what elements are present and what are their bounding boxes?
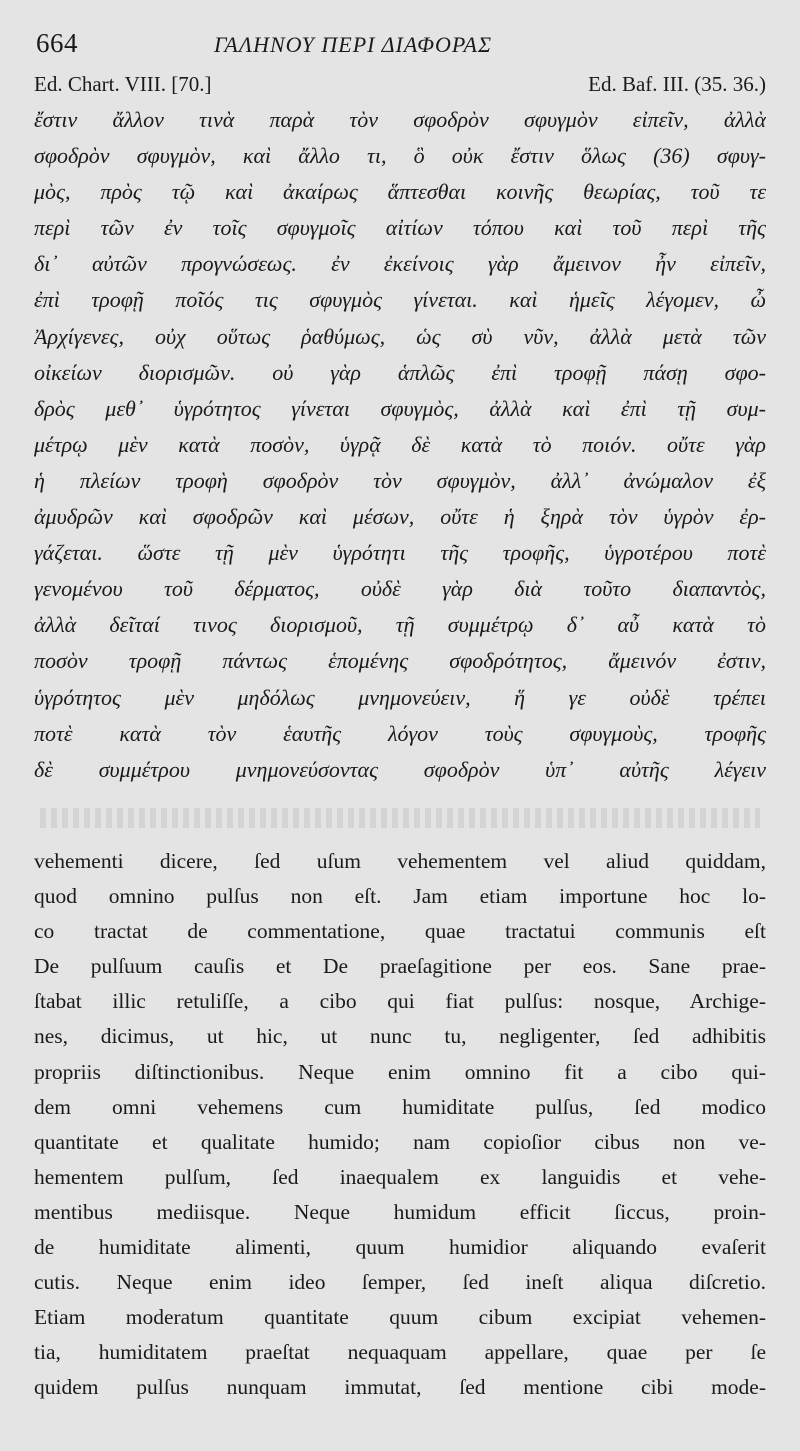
latin-line: co tractat de commentatione, quae tractatui communis eſt: [34, 919, 766, 944]
greek-line: Ἀρχίγενες, οὐχ οὕτως ῥαθύμως, ὡς σὺ νῦν, ἀλλὰ μετὰ τῶν: [34, 323, 766, 349]
latin-line: quod omnino pulſus non eſt. Jam etiam importune hoc lo-: [34, 884, 766, 909]
latin-line: quidem pulſus nunquam immutat, ſed mentione cibi mode-: [34, 1375, 766, 1400]
greek-line: δι᾽ αὐτῶν προγνώσεως. ἐν ἐκείνοις γὰρ ἄμεινον ἦν εἰπεῖν,: [34, 251, 766, 277]
greek-line: γενομένου τοῦ δέρματος, οὐδὲ γὰρ διὰ τοῦτο διαπαντὸς,: [34, 576, 766, 602]
greek-line: δρὸς μεθ᾽ ὑγρότητος γίνεται σφυγμὸς, ἀλλὰ καὶ ἐπὶ τῇ συμ-: [34, 395, 766, 421]
latin-line: De pulſuum cauſis et De praeſagitione per eos. Sane prae-: [34, 954, 766, 979]
latin-line: mentibus mediisque. Neque humidum efficit ſiccus, proin-: [34, 1199, 766, 1224]
greek-text-block: [34, 102, 766, 788]
latin-line: cutis. Neque enim ideo ſemper, ſed ineſt aliqua diſcretio.: [34, 1270, 766, 1295]
latin-line: hementem pulſum, ſed inaequalem ex languidis et vehe-: [34, 1164, 766, 1189]
latin-line: tia, humiditatem praeſtat nequaquam appellare, quae per ſe: [34, 1340, 766, 1365]
latin-line: de humiditate alimenti, quum humidior aliquando evaſerit: [34, 1235, 766, 1260]
greek-line: γάζεται. ὥστε τῇ μὲν ὑγρότητι τῆς τροφῆς, ὑγροτέρου ποτὲ: [34, 540, 766, 566]
latin-line: dem omni vehemens cum humiditate pulſus, ſed modico: [34, 1094, 766, 1119]
greek-line: ἡ πλείων τροφὴ σφοδρὸν τὸν σφυγμὸν, ἀλλ᾽ ἀνώμαλον ἐξ: [34, 467, 766, 493]
edition-reference-left: Ed. Chart. VIII. [70.]: [34, 72, 212, 96]
greek-line: ἀλλὰ δεῖταί τινος διορισμοῦ, τῇ συμμέτρῳ δ᾽ αὖ κατὰ τὸ: [34, 612, 766, 638]
greek-line: ἔστιν ἄλλον τινὰ παρὰ τὸν σφοδρὸν σφυγμὸν εἰπεῖν, ἀλλὰ: [34, 107, 766, 132]
latin-line: ſtabat illic retuliſſe, a cibo qui fiat pulſus: nosque, Archige-: [34, 989, 766, 1014]
latin-line: vehementi dicere, ſed uſum vehementem vel aliud quiddam,: [34, 849, 766, 873]
edition-reference-right: Ed. Baf. III. (35. 36.): [588, 72, 766, 96]
greek-line: μὸς, πρὸς τῷ καὶ ἀκαίρως ἅπτεσθαι κοινῆς θεωρίας, τοῦ τε: [34, 179, 766, 205]
latin-line: nes, dicimus, ut hic, ut nunc tu, negligenter, ſed adhibitis: [34, 1024, 766, 1049]
show-through-ink: [40, 808, 760, 828]
edition-references: [34, 72, 766, 100]
latin-line: quantitate et qualitate humido; nam copioſior cibus non ve-: [34, 1129, 766, 1154]
running-title: ΓΑΛΗΝΟΥ ΠΕΡΙ ΔΙΑΦΟΡΑΣ: [214, 32, 493, 57]
latin-line: Etiam moderatum quantitate quum cibum excipiat vehemen-: [34, 1305, 766, 1330]
page-header: [34, 28, 766, 64]
page-number: 664: [36, 28, 78, 58]
greek-line: περὶ τῶν ἐν τοῖς σφυγμοῖς αἰτίων τόπου καὶ τοῦ περὶ τῆς: [34, 215, 766, 241]
greek-line: σφοδρὸν σφυγμὸν, καὶ ἄλλο τι, ὃ οὐκ ἔστιν ὅλως (36) σφυγ-: [34, 143, 766, 169]
greek-line: ποτὲ κατὰ τὸν ἑαυτῆς λόγον τοὺς σφυγμοὺς, τροφῆς: [34, 720, 766, 746]
latin-text-block: [34, 844, 766, 1406]
greek-line: δὲ συμμέτρου μνημονεύσοντας σφοδρὸν ὑπ᾽ αὐτῆς λέγειν: [34, 756, 766, 782]
greek-line: ὑγρότητος μὲν μηδόλως μνημονεύειν, ἥ γε οὐδὲ τρέπει: [34, 684, 766, 710]
greek-line: μέτρῳ μὲν κατὰ ποσὸν, ὑγρᾷ δὲ κατὰ τὸ ποιόν. οὔτε γὰρ: [34, 431, 766, 457]
greek-line: ποσὸν τροφῇ πάντως ἑπομένης σφοδρότητος, ἄμεινόν ἐστιν,: [34, 648, 766, 674]
greek-line: ἐπὶ τροφῇ ποῖός τις σφυγμὸς γίνεται. καὶ ἡμεῖς λέγομεν, ὦ: [34, 287, 766, 313]
greek-line: ἀμυδρῶν καὶ σφοδρῶν καὶ μέσων, οὔτε ἡ ξηρὰ τὸν ὑγρὸν ἐρ-: [34, 504, 766, 530]
latin-line: propriis diſtinctionibus. Neque enim omnino fit a cibo qui-: [34, 1059, 766, 1084]
greek-line: οἰκείων διορισμῶν. οὐ γὰρ ἁπλῶς ἐπὶ τροφῇ πάσῃ σφο-: [34, 359, 766, 385]
